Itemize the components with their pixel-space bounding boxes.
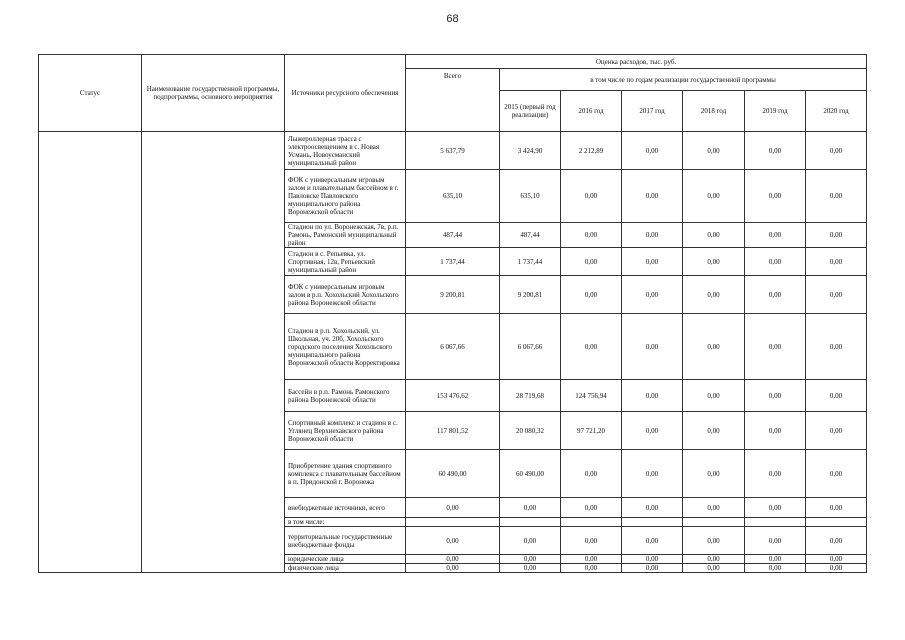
header-name: Наименование государственной программы, подпрограммы, основного мероприятия — [142, 55, 285, 132]
year-value-cell: 0,00 — [683, 450, 745, 498]
header-including-by-years: в том числе по годам реализации государственной программы — [500, 69, 867, 91]
year-value-cell: 0,00 — [806, 223, 867, 248]
year-value-cell — [500, 518, 561, 527]
year-value-cell: 0,00 — [683, 527, 745, 555]
year-value-cell: 0,00 — [683, 564, 745, 573]
name-cell — [142, 132, 285, 573]
year-value-cell: 3 424,90 — [500, 132, 561, 170]
year-value-cell: 9 200,81 — [500, 276, 561, 314]
header-year: 2015 (первый год реализации) — [500, 91, 561, 132]
year-value-cell: 60 490,00 — [500, 450, 561, 498]
year-value-cell — [806, 518, 867, 527]
year-value-cell: 0,00 — [745, 276, 806, 314]
year-value-cell: 487,44 — [500, 223, 561, 248]
year-value-cell: 0,00 — [622, 555, 683, 564]
year-value-cell: 124 756,94 — [561, 380, 622, 412]
year-value-cell: 28 719,68 — [500, 380, 561, 412]
year-value-cell: 0,00 — [683, 555, 745, 564]
status-cell — [39, 132, 142, 573]
header-year: 2020 год — [806, 91, 867, 132]
total-value-cell: 0,00 — [406, 555, 500, 564]
source-cell: Спортивный комплекс и стадион в с. Углянец Верхнехавского района Воронежской области — [285, 412, 406, 450]
year-value-cell: 0,00 — [745, 170, 806, 223]
source-cell: юридические лица — [285, 555, 406, 564]
source-cell: ФОК с универсальным игровым залом в р.п. Хохольский Хохольского района Воронежской области — [285, 276, 406, 314]
year-value-cell: 0,00 — [806, 276, 867, 314]
total-value-cell: 0,00 — [406, 564, 500, 573]
header-sources: Источники ресурсного обеспечения — [285, 55, 406, 132]
year-value-cell: 0,00 — [561, 170, 622, 223]
year-value-cell: 0,00 — [622, 314, 683, 380]
table-row — [39, 132, 867, 170]
year-value-cell: 0,00 — [500, 498, 561, 518]
year-value-cell: 0,00 — [806, 412, 867, 450]
header-year: 2017 год — [622, 91, 683, 132]
year-value-cell: 0,00 — [561, 564, 622, 573]
source-cell: Приобретение здания спортивного комплекса с плавательным бассейном в п. Придонской г. Воронежа — [285, 450, 406, 498]
year-value-cell: 0,00 — [622, 450, 683, 498]
year-value-cell: 0,00 — [806, 527, 867, 555]
year-value-cell: 0,00 — [806, 132, 867, 170]
year-value-cell: 0,00 — [622, 498, 683, 518]
total-value-cell: 0,00 — [406, 527, 500, 555]
year-value-cell: 0,00 — [745, 498, 806, 518]
year-value-cell: 0,00 — [745, 314, 806, 380]
year-value-cell: 0,00 — [683, 380, 745, 412]
source-cell: территориальные государственные внебюджетные фонды — [285, 527, 406, 555]
source-cell: в том числе: — [285, 518, 406, 527]
year-value-cell: 0,00 — [561, 450, 622, 498]
year-value-cell: 0,00 — [683, 170, 745, 223]
year-value-cell — [745, 518, 806, 527]
total-value-cell: 487,44 — [406, 223, 500, 248]
year-value-cell: 0,00 — [622, 276, 683, 314]
source-cell: Стадион по ул. Воронежская, 7в, р.п. Рамонь, Рамонский муниципальный район — [285, 223, 406, 248]
header-year: 2018 год — [683, 91, 745, 132]
year-value-cell: 0,00 — [806, 555, 867, 564]
year-value-cell: 0,00 — [561, 498, 622, 518]
year-value-cell: 0,00 — [745, 223, 806, 248]
year-value-cell: 0,00 — [745, 412, 806, 450]
source-cell: внебюджетные источники, всего — [285, 498, 406, 518]
page-number: 68 — [446, 13, 459, 25]
year-value-cell: 0,00 — [622, 412, 683, 450]
header-year: 2019 год — [745, 91, 806, 132]
year-value-cell: 6 067,66 — [500, 314, 561, 380]
year-value-cell: 0,00 — [561, 314, 622, 380]
year-value-cell: 0,00 — [683, 412, 745, 450]
year-value-cell: 20 080,32 — [500, 412, 561, 450]
total-value-cell: 1 737,44 — [406, 248, 500, 276]
year-value-cell: 0,00 — [745, 450, 806, 498]
year-value-cell: 0,00 — [561, 555, 622, 564]
year-value-cell: 1 737,44 — [500, 248, 561, 276]
total-value-cell: 60 490,00 — [406, 450, 500, 498]
year-value-cell: 0,00 — [622, 527, 683, 555]
year-value-cell: 0,00 — [561, 527, 622, 555]
year-value-cell: 0,00 — [745, 132, 806, 170]
budget-table — [38, 54, 867, 573]
year-value-cell: 0,00 — [683, 276, 745, 314]
total-value-cell: 635,10 — [406, 170, 500, 223]
year-value-cell: 0,00 — [745, 564, 806, 573]
year-value-cell: 0,00 — [622, 223, 683, 248]
header-status: Статус — [39, 55, 142, 132]
total-value-cell: 5 637,79 — [406, 132, 500, 170]
total-value-cell: 0,00 — [406, 498, 500, 518]
year-value-cell: 0,00 — [561, 223, 622, 248]
year-value-cell: 0,00 — [683, 223, 745, 248]
year-value-cell: 0,00 — [561, 248, 622, 276]
year-value-cell — [561, 518, 622, 527]
year-value-cell: 0,00 — [745, 555, 806, 564]
source-cell: Бассейн в р.п. Рамонь Рамонского района Воронежской области — [285, 380, 406, 412]
source-cell: Стадион в р.п. Хохольский, ул. Школьная, уч. 20б, Хохольского городского поселения Хохольского муниципального района Воронежской области Корректировка — [285, 314, 406, 380]
year-value-cell: 0,00 — [806, 498, 867, 518]
year-value-cell: 0,00 — [622, 132, 683, 170]
source-cell: Лыжероллерная трасса с электроосвещением в с. Новая Усмань, Новоусманский муниципальный район — [285, 132, 406, 170]
year-value-cell: 97 721,20 — [561, 412, 622, 450]
header-estimate: Оценка расходов, тыс. руб. — [406, 55, 867, 69]
total-value-cell: 153 476,62 — [406, 380, 500, 412]
source-cell: ФОК с универсальным игровым залом и плавательным бассейном в г. Павловске Павловского муниципального района Воронежской области — [285, 170, 406, 223]
year-value-cell: 0,00 — [745, 248, 806, 276]
year-value-cell: 0,00 — [745, 380, 806, 412]
year-value-cell: 0,00 — [500, 564, 561, 573]
year-value-cell: 0,00 — [806, 380, 867, 412]
year-value-cell: 0,00 — [745, 527, 806, 555]
year-value-cell: 0,00 — [806, 564, 867, 573]
year-value-cell: 0,00 — [806, 450, 867, 498]
year-value-cell: 635,10 — [500, 170, 561, 223]
year-value-cell: 0,00 — [806, 314, 867, 380]
year-value-cell — [683, 518, 745, 527]
source-cell: физические лица — [285, 564, 406, 573]
year-value-cell: 0,00 — [622, 564, 683, 573]
year-value-cell: 2 212,89 — [561, 132, 622, 170]
year-value-cell: 0,00 — [622, 380, 683, 412]
source-cell: Стадион в с. Репьевка, ул. Спортивная, 12в, Репьевский муниципальный район — [285, 248, 406, 276]
total-value-cell — [406, 518, 500, 527]
year-value-cell: 0,00 — [683, 248, 745, 276]
year-value-cell: 0,00 — [500, 555, 561, 564]
header-year: 2016 год — [561, 91, 622, 132]
total-value-cell: 117 801,52 — [406, 412, 500, 450]
year-value-cell: 0,00 — [500, 527, 561, 555]
year-value-cell: 0,00 — [806, 248, 867, 276]
year-value-cell: 0,00 — [806, 170, 867, 223]
total-value-cell: 9 200,81 — [406, 276, 500, 314]
year-value-cell: 0,00 — [683, 314, 745, 380]
year-value-cell: 0,00 — [561, 276, 622, 314]
year-value-cell — [622, 518, 683, 527]
header-total: Всего — [406, 69, 500, 132]
total-value-cell: 6 067,66 — [406, 314, 500, 380]
year-value-cell: 0,00 — [622, 170, 683, 223]
year-value-cell: 0,00 — [683, 498, 745, 518]
year-value-cell: 0,00 — [622, 248, 683, 276]
year-value-cell: 0,00 — [683, 132, 745, 170]
